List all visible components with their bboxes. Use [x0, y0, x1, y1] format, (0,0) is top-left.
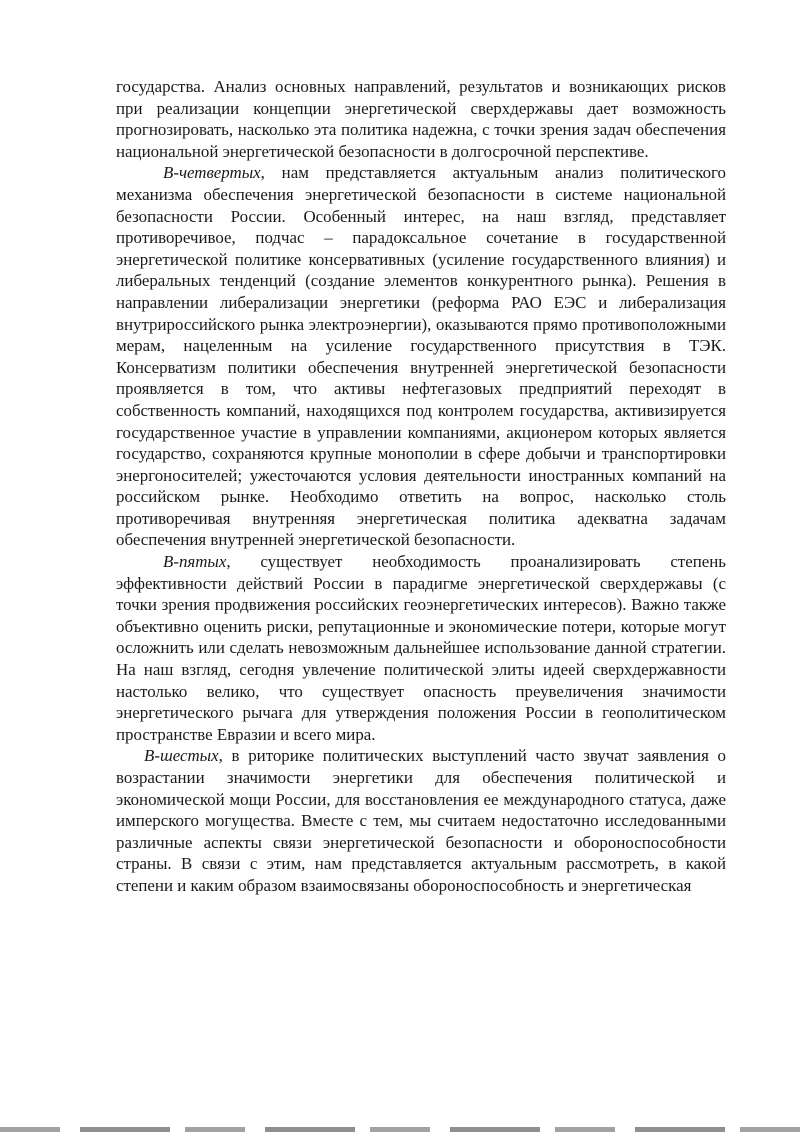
scan-artifact-strip: [0, 1127, 800, 1132]
paragraph-text: , существует необходимость проанализировать степень эффективности действий России в парадигме энергетической сверхдержавы (с точки зрения продвижения российских геоэнергетических интересов). Важно также объективно оценить риски, репутационные и экономические потери, которые могут осложнить или сделать невозможным дальнейшее использование данной стратегии. На наш взгляд, сегодня увлечение политической элиты идеей сверхдержавности настолько велико, что существует опасность преувеличения значимости энергетического рычага для утверждения положения России в геополитическом пространстве Евразии и всего мира.: [116, 552, 726, 744]
paragraph-lead: В-шестых: [144, 746, 219, 766]
body-text: [116, 76, 726, 897]
paragraph-text: государства. Анализ основных направлений, результатов и возникающих рисков при реализации концепции энергетической сверхдержавы дает возможность прогнозировать, насколько эта политика надежна, с точки зрения задач обеспечения национальной энергетической безопасности в долгосрочной перспективе.: [116, 77, 726, 161]
paragraph-sixth: [116, 745, 726, 896]
paragraph-fourth: [116, 162, 726, 551]
paragraph-lead: В-четвертых: [163, 163, 261, 183]
paragraph-text: , нам представляется актуальным анализ политического механизма обеспечения энергетической безопасности в системе национальной безопасности России. Особенный интерес, на наш взгляд, представляет противоречивое, подчас – парадоксальное сочетание в государственной энергетической политике консервативных (усиление государственного влияния) и либеральных тенденций (создание элементов конкурентного рынка). Решения в направлении либерализации энергетики (реформа РАО ЕЭС и либерализация внутрироссийского рынка электроэнергии), оказываются прямо противоположными мерам, нацеленным на усиление государственного присутствия в ТЭК. Консерватизм политики обеспечения внутренней энергетической безопасности проявляется в том, что активы нефтегазовых предприятий переходят в собственность компаний, находящихся под контролем государства, активизируется государственное участие в управлении компаниями, акционером которых является государство, сохраняются крупные монополии в сфере добычи и транспортировки энергоносителей; ужесточаются условия деятельности иностранных компаний на российском рынке. Необходимо ответить на вопрос, насколько столь противоречивая внутренняя энергетическая политика адекватна задачам обеспечения внутренней энергетической безопасности.: [116, 163, 726, 550]
paragraph-text: , в риторике политических выступлений часто звучат заявления о возрастании значимости энергетики для обеспечения политической и экономической мощи России, для восстановления ее международного статуса, даже имперского могущества. Вместе с тем, мы считаем недостаточно исследованными различные аспекты связи энергетической безопасности и обороноспособности страны. В связи с этим, нам представляется актуальным рассмотреть, в какой степени и каким образом взаимосвязаны обороноспособность и энергетическая: [116, 746, 726, 895]
paragraph-continuation: [116, 76, 726, 162]
paragraph-fifth: [116, 551, 726, 745]
paragraph-lead: В-пятых: [163, 552, 227, 572]
